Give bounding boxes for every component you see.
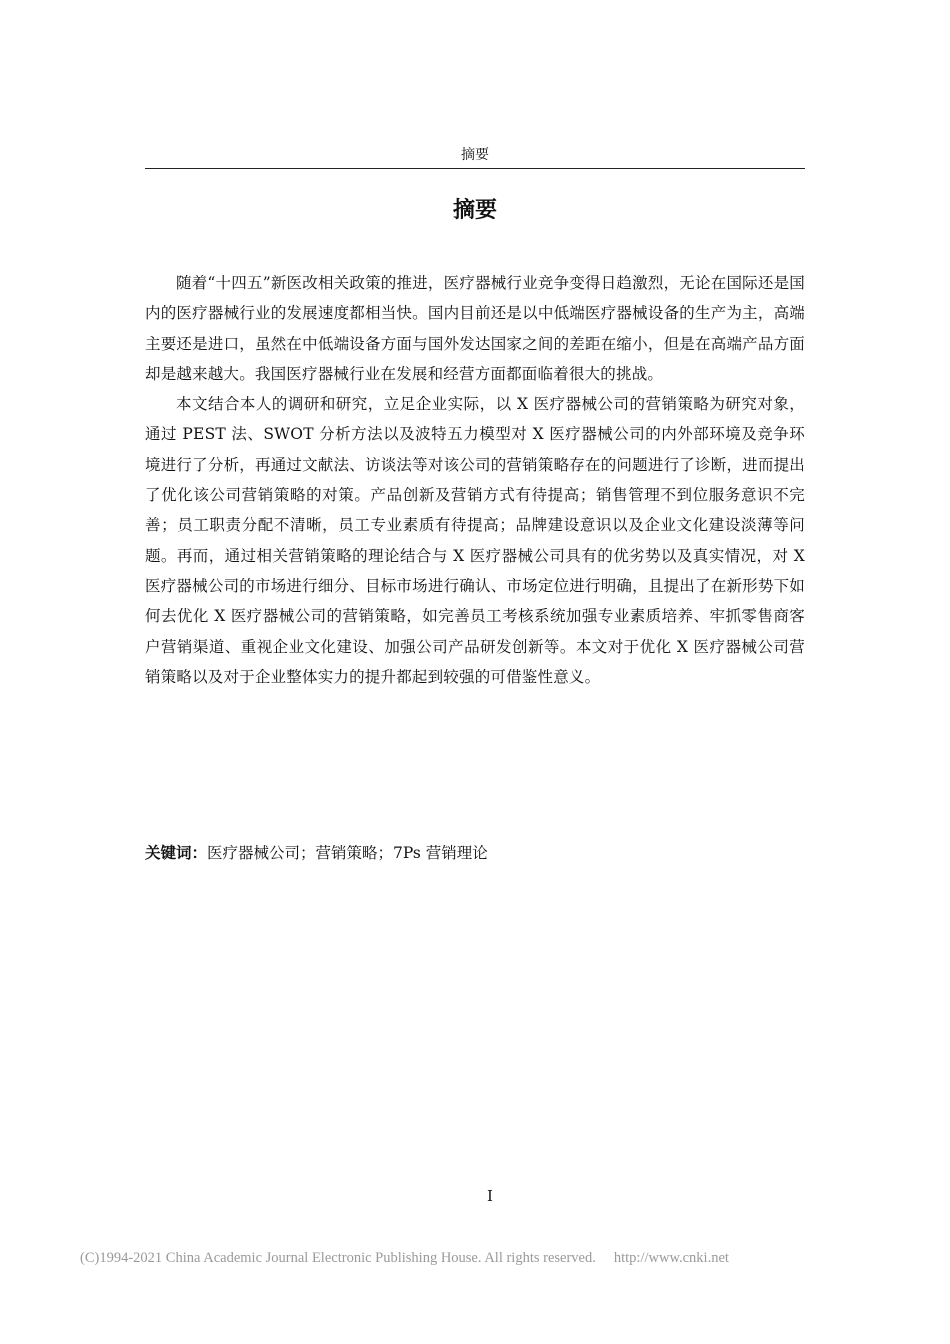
running-header: 摘要: [461, 147, 489, 163]
keywords-label: 关键词：: [145, 844, 208, 862]
copyright-text: (C)1994-2021 China Academic Journal Electronic Publishing House. All rights reserved.: [80, 1250, 596, 1266]
abstract-paragraph-1: 随着“十四五”新医改相关政策的推进，医疗器械行业竞争变得日趋激烈，无论在国际还是国内的医疗器械行业的发展速度都相当快。国内目前还是以中低端医疗器械设备的生产为主，高端主要还是进口，虽然在中低端设备方面与国外发达国家之间的差距在缩小，但是在高端产品方面却是越来越大。我国医疗器械行业在发展和经营方面都面临着很大的挑战。: [145, 274, 805, 383]
keywords-line: [145, 838, 805, 868]
page-title: 摘要: [452, 198, 497, 223]
abstract-body: [145, 268, 805, 692]
header-rule: [145, 168, 805, 169]
page-number: I: [487, 1187, 493, 1205]
keywords-value: 医疗器械公司；营销策略；7Ps 营销理论: [207, 844, 488, 862]
abstract-paragraph-2: 本文结合本人的调研和研究，立足企业实际，以 X 医疗器械公司的营销策略为研究对象，通过 PEST 法、SWOT 分析方法以及波特五力模型对 X 医疗器械公司的内外部环境及竞争环境进行了分析，再通过文献法、访谈法等对该公司的营销策略存在的问题进行了诊断，进而提出了优化该公司营销策略的对策。产品创新及营销方式有待提高；销售管理不到位服务意识不完善；员工职责分配不清晰，员工专业素质有待提高；品牌建设意识以及企业文化建设淡薄等问题。再而，通过相关营销策略的理论结合与 X 医疗器械公司具有的优劣势以及真实情况，对 X 医疗器械公司的市场进行细分、目标市场进行确认、市场定位进行明确，且提出了在新形势下如何去优化 X 医疗器械公司的营销策略，如完善员工考核系统加强专业素质培养、牢抓零售商客户营销渠道、重视企业文化建设、加强公司产品研发创新等。本文对于优化 X 医疗器械公司营销策略以及对于企业整体实力的提升都起到较强的可借鉴性意义。: [145, 395, 805, 686]
copyright-footer: [80, 1248, 880, 1268]
footer-url[interactable]: http://www.cnki.net: [613, 1250, 729, 1266]
